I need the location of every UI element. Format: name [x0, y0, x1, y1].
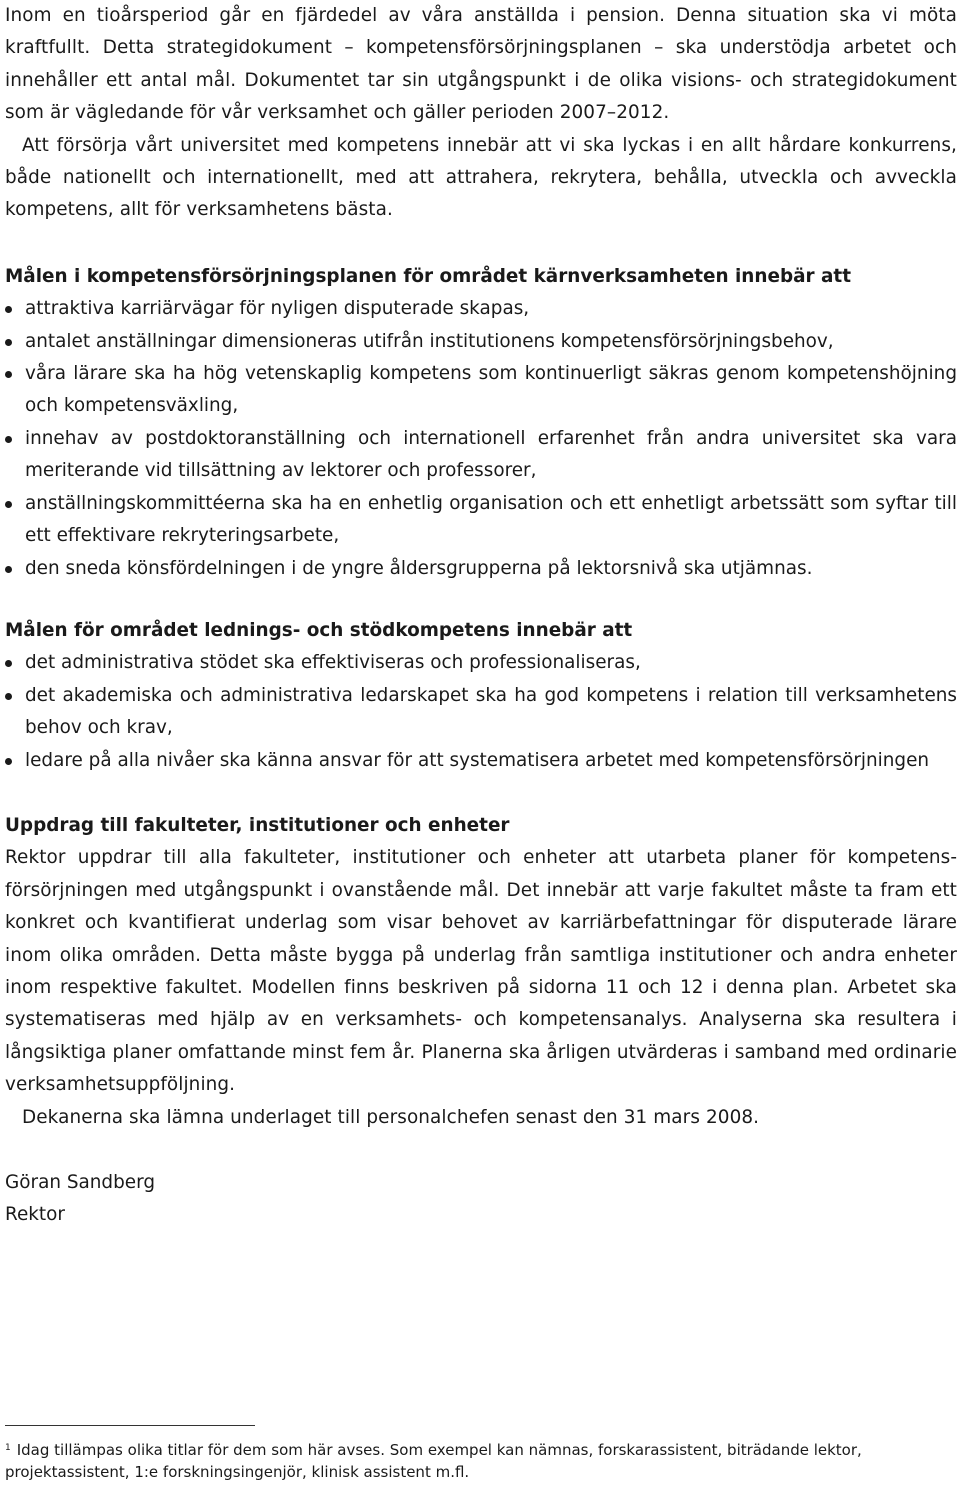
bullet-icon: [5, 306, 12, 313]
intro-paragraph-2: Att försörja vårt universitet med kompetens innebär att vi ska lyckas i en allt hårdare konkurrens, både nationellt och internationellt, med att attrahera, rekrytera, behålla, utveckla och avveckla kompetens, allt för verksamhetens bästa.: [5, 134, 957, 221]
bullet-icon: [5, 660, 12, 667]
list-item: antalet anställningar dimensioneras utifrån institutionens kompetensförsörjningsbehov,: [5, 326, 957, 358]
bullet-icon: [5, 566, 12, 573]
bullet-icon: [5, 371, 12, 378]
list-item: våra lärare ska ha hög vetenskaplig kompetens som kontinuerligt säkras genom kompetenshöjning och kompetensväxling,: [5, 358, 957, 423]
list-item: innehav av postdoktoranställning och internationell erfarenhet från andra universitet ska vara meriterande vid tillsättning av lektorer och professorer,: [5, 423, 957, 488]
footnote-divider: [5, 1425, 255, 1426]
list-item: ledare på alla nivåer ska känna ansvar för att systematisera arbetet med kompetensförsörjningen: [5, 745, 957, 777]
list-item: attraktiva karriärvägar för nyligen disputerade skapas,: [5, 293, 957, 325]
bullet-icon: [5, 339, 12, 346]
document-page: [5, 0, 957, 1232]
deadline-paragraph: Dekanerna ska lämna underlaget till personalchefen senast den 31 mars 2008.: [22, 1106, 760, 1128]
list-item: det akademiska och administrativa ledarskapet ska ha god kompetens i relation till verksamhetens behov och krav,: [5, 680, 957, 745]
bullet-icon: [5, 436, 12, 443]
support-goals-list: [5, 647, 957, 777]
core-goals-list: [5, 293, 957, 585]
footnote-text: Idag tillämpas olika titlar för dem som här avses. Som exempel kan nämnas, forskarassistent, biträdande lektor, projektassistent, 1:e forskningsingenjör, klinisk assistent m.fl.: [5, 1441, 862, 1481]
signature-title: Rektor: [5, 1204, 65, 1226]
bullet-icon: [5, 501, 12, 508]
bullet-icon: [5, 758, 12, 765]
assignment-paragraph: Rektor uppdrar till alla fakulteter, institutioner och enheter att utarbeta planer för kompetensförsörjningen med utgångspunkt i ovanstående mål. Det innebär att varje fakultet måste ta fram ett konkret och kvantifierat underlag som visar behovet av karriärbefattningar för disputerade lärare inom olika områden. Detta måste bygga på underlag från samtliga institutioner och andra enheter inom respektive fakultet. Modellen finns beskriven på sidorna 11 och 12 i denna plan. Arbetet ska systematiseras med hjälp av en verksamhets- och kompetensanalys. Analyserna ska resultera i långsiktiga planer omfattande minst fem år. Planerna ska årligen utvärderas i samband med ordinarie verksamhetsuppföljning.: [5, 847, 957, 1096]
list-item: anställningskommittéerna ska ha en enhetlig organisation och ett enhetligt arbetssätt som syftar till ett effektivare rekryteringsarbete,: [5, 488, 957, 553]
list-item: det administrativa stödet ska effektiviseras och professionaliseras,: [5, 647, 957, 679]
core-goals-heading: Målen i kompetensförsörjningsplanen för området kärnverksamheten innebär att: [5, 265, 851, 287]
support-goals-heading: Målen för området lednings- och stödkompetens innebär att: [5, 619, 633, 641]
assignment-heading: Uppdrag till fakulteter, institutioner och enheter: [5, 814, 510, 836]
intro-paragraph: Inom en tioårsperiod går en fjärdedel av våra anställda i pension. Denna situation ska vi möta kraftfullt. Detta strategidokument – kompetensförsörjningsplanen – ska understödja arbetet och innehåller ett antal mål. Dokumentet tar sin utgångspunkt i de olika visions- och strategidokument som är vägledande för vår verksamhet och gäller perioden 2007–2012.: [5, 5, 957, 124]
footnote-marker: 1: [5, 1443, 11, 1453]
bullet-icon: [5, 693, 12, 700]
footnote: [5, 1440, 950, 1483]
signature-name: Göran Sandberg: [5, 1172, 156, 1193]
list-item: den sneda könsfördelningen i de yngre åldersgrupperna på lektorsnivå ska utjämnas.: [5, 553, 957, 585]
